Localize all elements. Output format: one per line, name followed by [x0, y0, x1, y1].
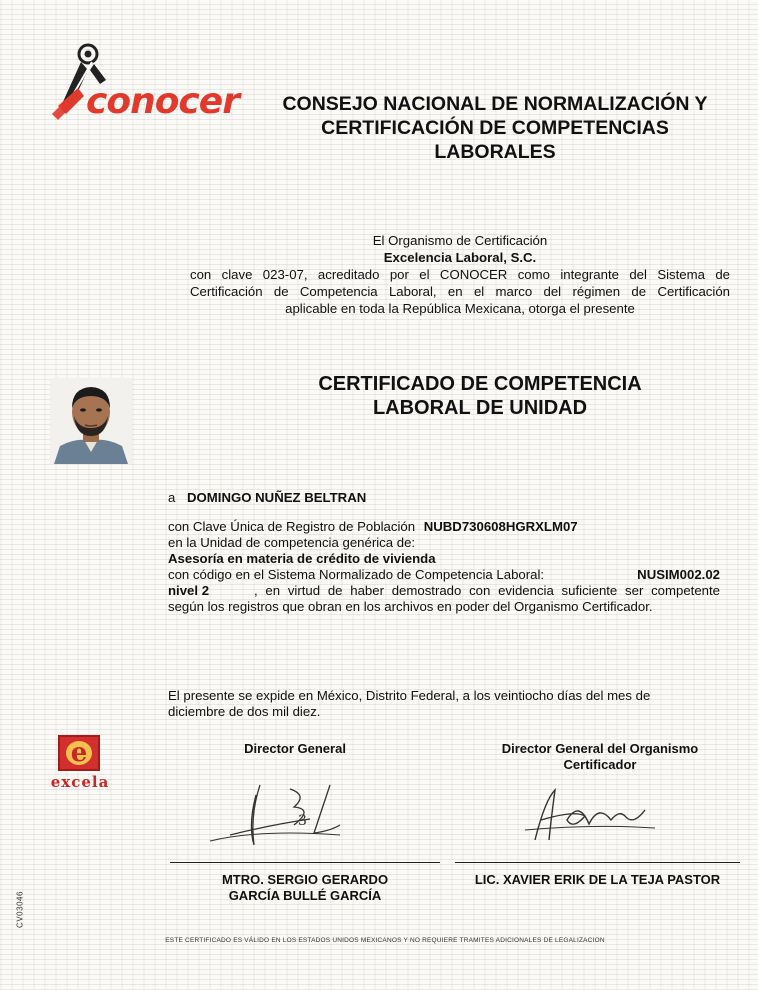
- certificate-title: [270, 372, 690, 420]
- right-signatory-title: [450, 741, 750, 773]
- excela-logo-text: excela: [50, 773, 110, 791]
- recipient-line: [168, 490, 568, 506]
- curp-line: [168, 519, 720, 535]
- recipient-prefix: a: [168, 490, 176, 505]
- footer-validity-note: ESTE CERTIFICADO ES VÁLIDO EN LOS ESTADOS UNIDOS MEXICANOS Y NO REQUIERE TRAMITES ADICIONALES DE LEGALIZACION: [165, 937, 605, 944]
- unit-name: Asesoría en materia de crédito de vivienda: [168, 551, 436, 566]
- left-signatory-name-line: MTRO. SERGIO GERARDO: [221, 872, 389, 887]
- conocer-logo: [48, 40, 238, 120]
- curp-value: NUBD730608HGRXLM07: [423, 519, 578, 534]
- organism-name: Excelencia Laboral, S.C.: [383, 250, 537, 265]
- issuance-line: El presente se expide en México, Distrito Federal, a los veintiocho días del mes de: [168, 688, 651, 703]
- document-code: CV03046: [15, 891, 25, 928]
- issuance-text: [168, 688, 708, 720]
- left-signatory-name: [170, 872, 440, 904]
- council-title-line: LABORALES: [434, 141, 556, 163]
- code-line: [168, 567, 720, 583]
- svg-text:3: 3: [298, 813, 307, 829]
- left-signature-icon: [190, 775, 390, 855]
- organism-text-line: aplicable en toda la República Mexicana, otorga el presente: [285, 301, 635, 316]
- left-signature-line: [170, 862, 440, 863]
- left-signatory-name-line: GARCÍA BULLÉ GARCÍA: [228, 888, 382, 903]
- recipient-photo: [50, 378, 132, 464]
- council-title: [255, 92, 735, 164]
- right-signatory-title-line: Director General del Organismo: [501, 741, 699, 756]
- excela-logo: [40, 735, 130, 795]
- excela-emblem-icon: [58, 735, 100, 771]
- council-title-line: CERTIFICACIÓN DE COMPETENCIAS: [321, 117, 669, 139]
- organism-block: [190, 232, 730, 317]
- code-label: con código en el Sistema Normalizado de Competencia Laboral:: [168, 567, 545, 582]
- recipient-name: DOMINGO NUÑEZ BELTRAN: [187, 490, 367, 505]
- issuance-line: diciembre de dos mil diez.: [168, 704, 321, 719]
- right-signature-line: [455, 862, 740, 863]
- excela-emblem-letter: e: [70, 738, 88, 768]
- right-signatory-name: LIC. XAVIER ERIK DE LA TEJA PASTOR: [474, 872, 721, 887]
- person-photo-icon: [50, 378, 132, 464]
- conocer-logo-text: conocer: [86, 81, 239, 122]
- left-signatory-title: Director General: [244, 741, 346, 756]
- competency-details: [168, 519, 720, 615]
- records-text: según los registros que obran en los archivos en poder del Organismo Certificador.: [168, 599, 653, 614]
- council-title-line: CONSEJO NACIONAL DE NORMALIZACIÓN Y: [282, 93, 708, 115]
- level-line: [168, 583, 720, 599]
- level-value: nivel 2: [168, 583, 210, 598]
- organism-intro: El Organismo de Certificación: [372, 233, 548, 248]
- organism-text-line: con clave 023-07, acreditado por el CONOCER como integrante del Sistema de: [190, 267, 730, 282]
- level-text: , en virtud de haber demostrado con evidencia suficiente ser competente: [254, 583, 720, 598]
- right-signature-icon: [515, 780, 665, 850]
- organism-text-line: Certificación de Competencia Laboral, en el marco del régimen de Certificación: [190, 284, 730, 299]
- unit-label: en la Unidad de competencia genérica de:: [168, 535, 416, 550]
- certificate-title-line: LABORAL DE UNIDAD: [372, 397, 588, 419]
- certificate-title-line: CERTIFICADO DE COMPETENCIA: [318, 373, 642, 395]
- curp-label: con Clave Única de Registro de Población: [168, 519, 416, 534]
- right-signatory-title-line: Certificador: [563, 757, 637, 772]
- code-value: NUSIM002.02: [637, 567, 720, 582]
